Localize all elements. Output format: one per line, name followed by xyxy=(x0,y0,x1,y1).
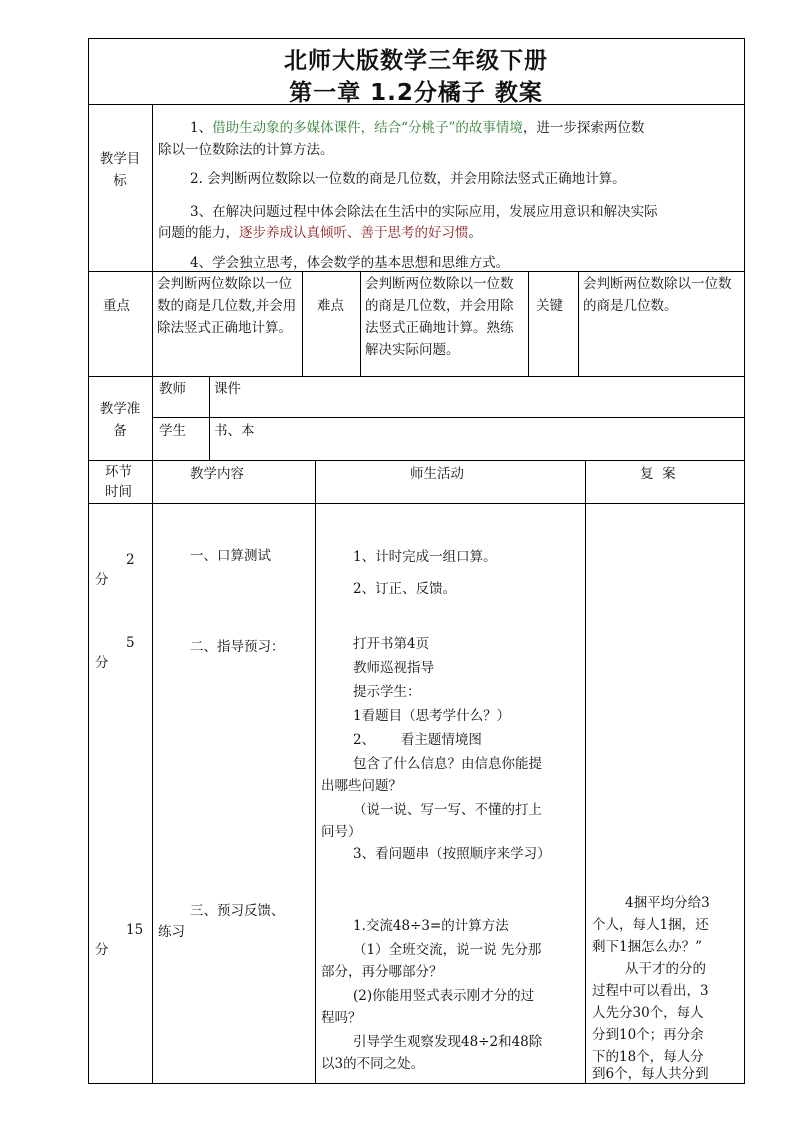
section1-activity-2: 2、订正、反馈。 xyxy=(353,581,457,597)
section2-activity-10: 3、看问题串（按照顺序来学习） xyxy=(353,846,551,862)
col-divider xyxy=(585,460,586,1083)
crux-text: 会判断两位数除以一位数的商是几位数。 xyxy=(583,276,732,314)
section2-activity-8: （说一说、写一写、不懂的打上 xyxy=(353,802,542,818)
col-divider xyxy=(302,271,303,376)
section3-note-9: 到6个，每人共分到 xyxy=(592,1066,709,1082)
section3-note-7: 分到10个；再分余 xyxy=(592,1027,704,1043)
table-border-top xyxy=(88,38,745,39)
objective-3-line2 xyxy=(158,222,482,244)
difficulty-label: 难点 xyxy=(317,298,344,314)
col-divider xyxy=(152,104,153,1083)
section2-activity-6: 包含了什么信息？由信息你能提 xyxy=(353,756,542,772)
section3-time-number: 15 xyxy=(126,922,144,938)
objective-1-rest: ，进一步探索两位数 xyxy=(522,120,645,136)
key-point-label: 重点 xyxy=(103,298,130,314)
teacher-value: 课件 xyxy=(214,381,241,397)
section1-time-number: 2 xyxy=(126,552,135,568)
objective-3-highlight: 逐步养成认真倾听、善于思考的好习惯 xyxy=(239,225,469,241)
col-divider xyxy=(360,271,361,376)
objectives-label: 教学目标 xyxy=(99,151,141,189)
header-stage: 环节 xyxy=(105,464,132,480)
header-review: 复 案 xyxy=(640,466,676,482)
row-divider xyxy=(88,460,745,461)
section3-activity-2: （1）全班交流，说一说 先分那 xyxy=(353,942,542,958)
header-time: 时间 xyxy=(105,484,132,500)
section3-activity-1: 1.交流48÷3=的计算方法 xyxy=(353,918,509,934)
section3-note-2: 个人，每人1捆，还 xyxy=(592,917,709,933)
section2-activity-9: 问号） xyxy=(321,824,362,840)
section2-activity-5: 2、 看主题情境图 xyxy=(353,732,482,748)
section3-note-4: 从干才的分的 xyxy=(625,961,706,977)
student-label: 学生 xyxy=(159,423,186,439)
section2-content: 二、指导预习： xyxy=(190,639,285,655)
section3-note-5: 过程中可以看出，3 xyxy=(592,983,709,999)
section2-time-unit: 分 xyxy=(95,655,109,671)
section3-activity-6: 引导学生观察发现48÷2和48除 xyxy=(353,1034,543,1050)
section3-note-8: 下的18个，每人分 xyxy=(592,1049,704,1065)
section3-note-1: 4捆平均分给3 xyxy=(625,895,710,911)
section2-activity-4: 1看题目（思考学什么？） xyxy=(353,708,511,724)
section2-activity-7: 出哪些问题？ xyxy=(321,778,402,794)
row-divider xyxy=(152,417,745,418)
objective-1-line2: 除以一位数除法的计算方法。 xyxy=(158,142,334,158)
row-divider xyxy=(88,503,745,504)
table-border-right xyxy=(744,38,745,1084)
document-title-line2: 第一章 1.2分橘子 教案 xyxy=(289,80,543,106)
col-divider xyxy=(209,376,210,460)
section3-note-3: 剩下1捆怎么办？” xyxy=(592,939,702,955)
section1-time-unit: 分 xyxy=(95,572,109,588)
section3-activity-3: 部分，再分哪部分？ xyxy=(321,964,443,980)
crux-label: 关键 xyxy=(536,298,563,314)
objective-3-end: 。 xyxy=(468,225,482,241)
objective-4: 4、学会独立思考，体会数学的基本思想和思维方式。 xyxy=(190,255,510,271)
section3-activity-7: 以3的不同之处。 xyxy=(321,1056,425,1072)
col-divider xyxy=(315,460,316,1083)
section3-content-line2: 练习 xyxy=(158,924,185,940)
document-title-line1: 北师大版数学三年级下册 xyxy=(284,48,548,74)
preparation-label: 教学准备 xyxy=(99,401,141,439)
section3-activity-4: (2)你能用竖式表示刚才分的过 xyxy=(353,988,535,1004)
teacher-label: 教师 xyxy=(159,381,186,397)
objective-1-highlight: 借助生动象的多媒体课件，结合“分桃子”的故事情境 xyxy=(212,120,523,136)
objective-1 xyxy=(190,117,644,139)
section2-activity-2: 教师巡视指导 xyxy=(353,660,434,676)
header-content: 教学内容 xyxy=(190,466,244,482)
section2-activity-3: 提示学生： xyxy=(353,684,421,700)
student-value: 书、本 xyxy=(214,423,255,439)
col-divider xyxy=(578,271,579,376)
row-divider xyxy=(88,376,745,377)
objective-2: 2. 会判断两位数除以一位数的商是几位数，并会用除法竖式正确地计算。 xyxy=(190,171,626,187)
key-point-text: 会判断两位数除以一位数的商是几位数,并会用除法竖式正确地计算。 xyxy=(157,276,297,336)
section3-content-line1: 三、预习反馈、 xyxy=(190,903,285,919)
header-activity: 师生活动 xyxy=(410,466,464,482)
difficulty-text: 会判断两位数除以一位数的商是几位数，并会用除法竖式正确地计算。熟练解决实际问题。 xyxy=(365,276,514,358)
objective-3-start: 问题的能力， xyxy=(158,225,239,241)
objective-3-line1: 3、在解决问题过程中体会除法在生活中的实际应用，发展应用意识和解决实际 xyxy=(190,204,658,220)
section1-activity-1: 1、计时完成一组口算。 xyxy=(353,549,497,565)
section3-time-unit: 分 xyxy=(95,942,109,958)
section3-activity-5: 程吗？ xyxy=(321,1010,362,1026)
objective-1-prefix: 1、 xyxy=(190,120,213,136)
table-border-left xyxy=(88,38,89,1084)
section2-activity-1: 打开书第4页 xyxy=(353,636,430,652)
section1-content: 一、口算测试 xyxy=(190,548,271,564)
col-divider xyxy=(528,271,529,376)
section3-note-6: 人先分30个，每人 xyxy=(592,1005,704,1021)
section2-time-number: 5 xyxy=(126,635,135,651)
